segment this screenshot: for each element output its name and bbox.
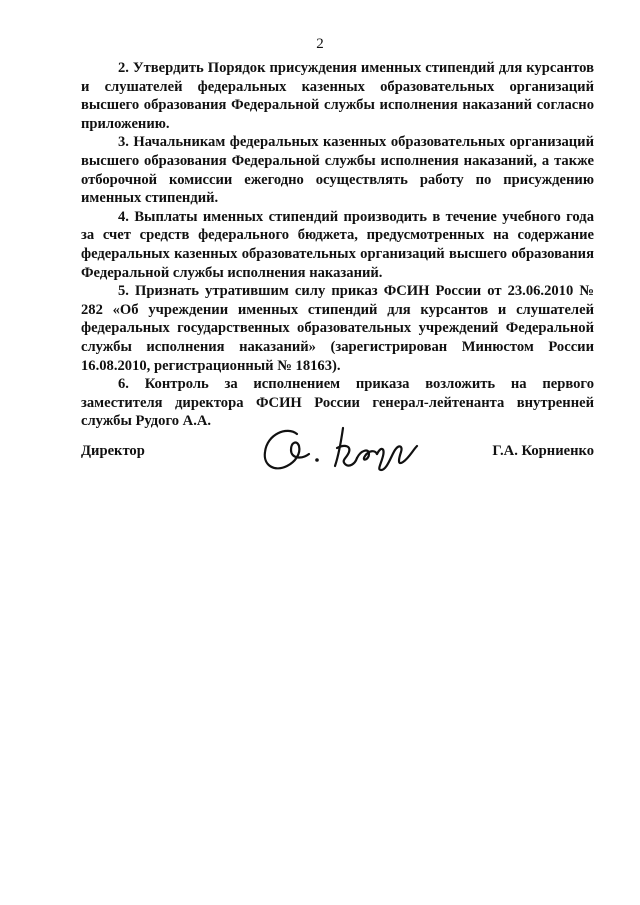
paragraph-item-3: 3. Начальникам федеральных казенных образовательных организаций высшего образования Федеральной службы исполнения наказаний, а также отборочной комиссии ежегодно осуществлять работу по присуждению именных стипендий. <box>81 134 594 207</box>
signatory-name: Г.А. Корниенко <box>492 443 594 459</box>
signature-block <box>81 420 594 480</box>
paragraph-item-5: 5. Признать утратившим силу приказ ФСИН России от 23.06.2010 № 282 «Об учреждении именных стипендий для курсантов и слушателей федеральных государственных образовательных учреждений Федеральной службы исполнения наказаний» (зарегистрирован Минюстом России 16.08.2010, регистрационный № 18163). <box>81 283 594 374</box>
paragraph-item-6: 6. Контроль за исполнением приказа возложить на первого заместителя директора ФСИН России генерал-лейтенанта внутренней службы Рудого А.А. <box>81 376 594 430</box>
document-body <box>81 59 594 431</box>
paragraph-item-4: 4. Выплаты именных стипендий производить в течение учебного года за счет средств федерального бюджета, предусмотренных на содержание федеральных казенных образовательных организаций высшего образования Федеральной службы исполнения наказаний. <box>81 208 594 281</box>
signatory-title: Директор <box>81 443 145 459</box>
handwritten-signature-icon <box>257 420 427 478</box>
page-number: 2 <box>316 36 324 52</box>
paragraph-item-2: 2. Утвердить Порядок присуждения именных стипендий для курсантов и слушателей федеральных казенных образовательных организаций высшего образования Федеральной службы исполнения наказаний согласно приложению. <box>81 60 594 132</box>
